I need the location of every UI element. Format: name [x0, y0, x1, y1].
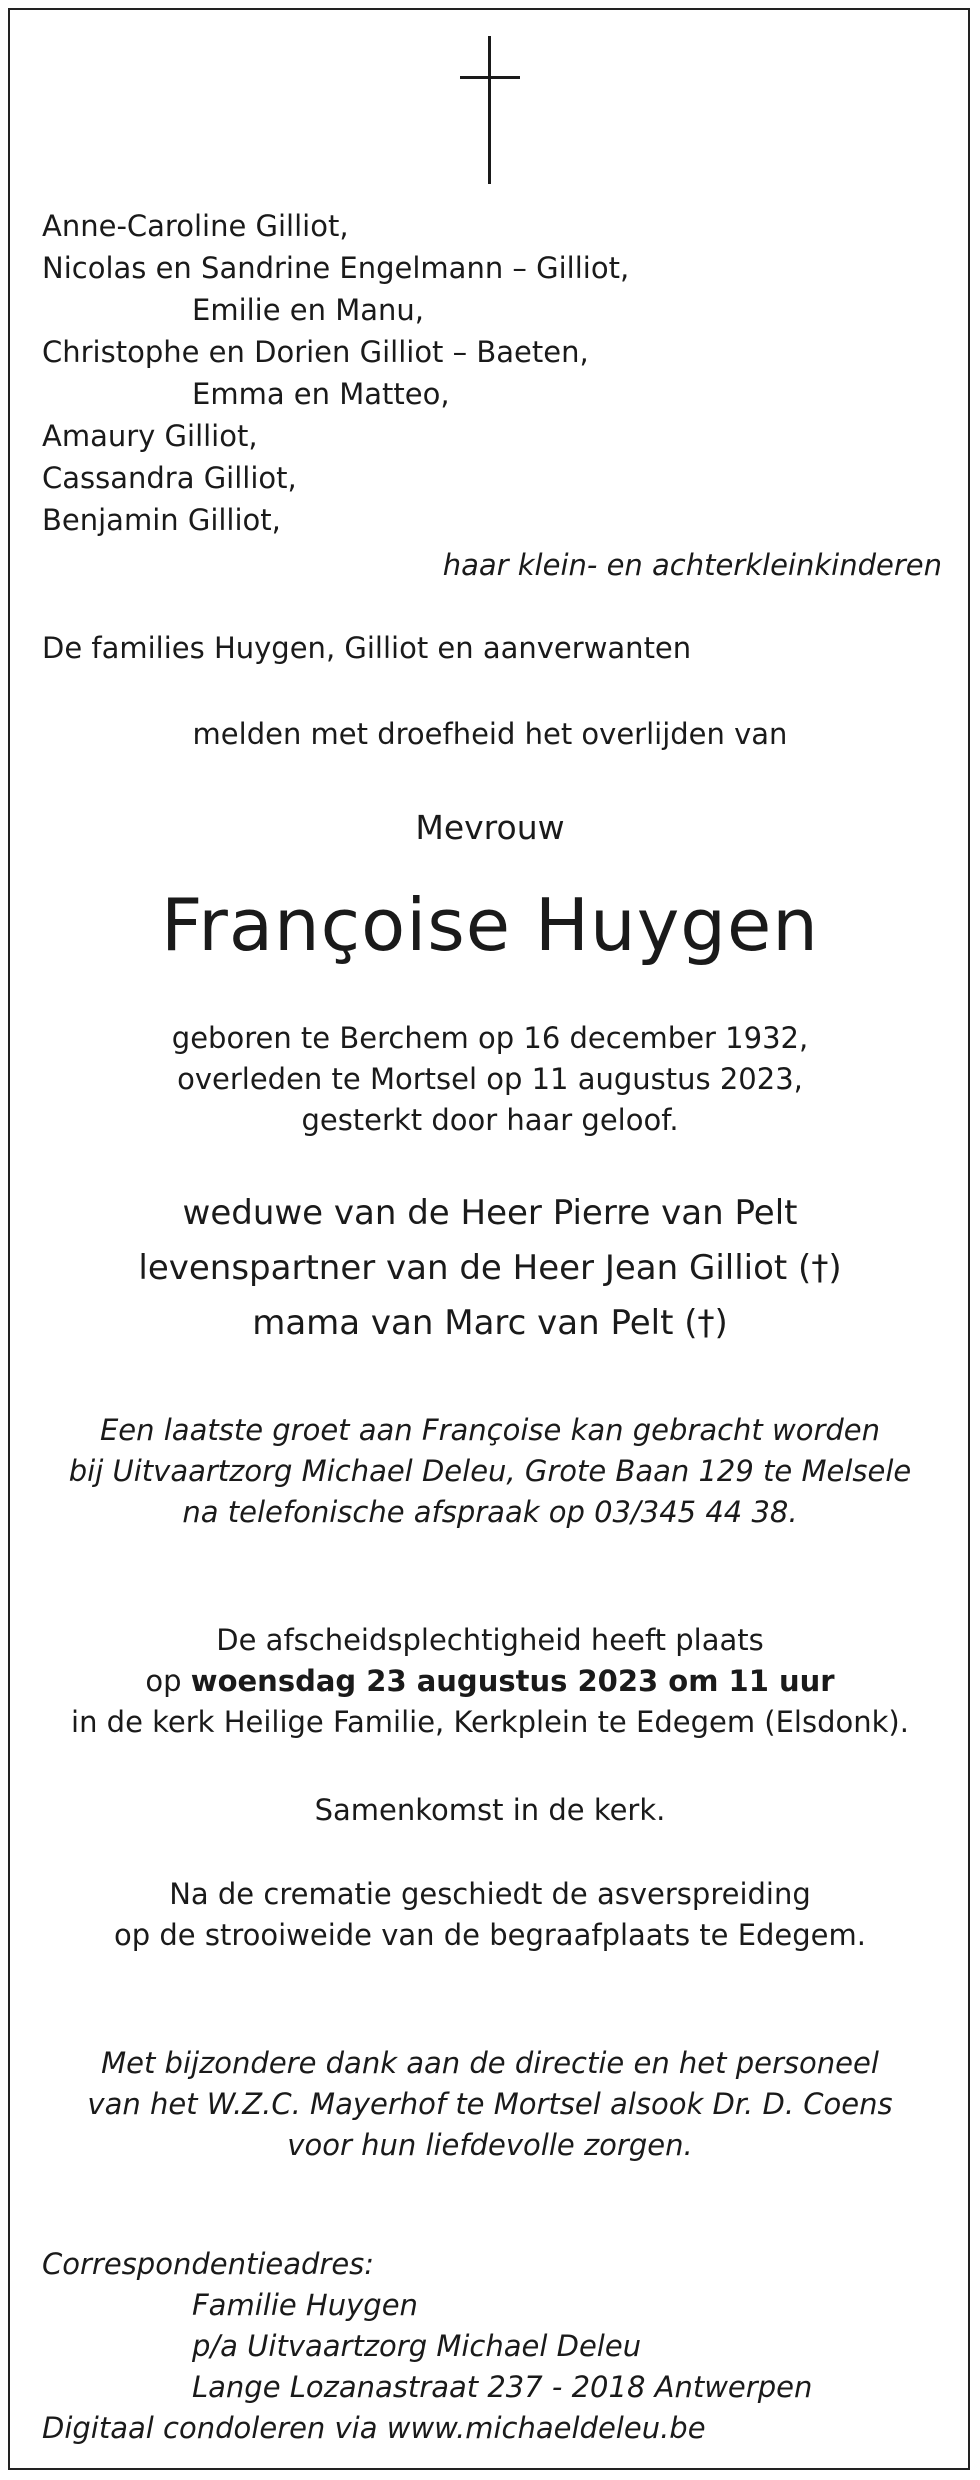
- family-line: Christophe en Dorien Gilliot – Baeten,: [42, 335, 589, 369]
- thanks-line: Met bijzondere dank aan de directie en het personeel: [101, 2046, 879, 2080]
- cremation-line: Na de crematie geschiedt de asverspreiding: [169, 1877, 811, 1911]
- salutation: Mevrouw: [415, 808, 565, 847]
- faith-line: gesterkt door haar geloof.: [301, 1103, 679, 1137]
- ceremony-date-line: [0, 1661, 980, 1701]
- correspondence-line: Lange Lozanastraat 237 - 2018 Antwerpen: [192, 2370, 813, 2404]
- cremation-line: op de strooiweide van de begraafplaats te Edegem.: [114, 1918, 866, 1952]
- birth-line: geboren te Berchem op 16 december 1932,: [171, 1021, 809, 1055]
- thanks-line: van het W.Z.C. Mayerhof te Mortsel alsook Dr. D. Coens: [87, 2087, 893, 2121]
- ceremony-prefix: op: [145, 1664, 191, 1698]
- last-greeting-line: Een laatste groet aan Françoise kan gebracht worden: [99, 1413, 881, 1447]
- thanks-line: voor hun liefdevolle zorgen.: [287, 2128, 693, 2162]
- gathering-line: Samenkomst in de kerk.: [314, 1793, 666, 1827]
- ceremony-location: in de kerk Heilige Familie, Kerkplein te Edegem (Elsdonk).: [71, 1705, 909, 1739]
- death-line: overleden te Mortsel op 11 augustus 2023,: [177, 1062, 803, 1096]
- last-greeting-line: na telefonische afspraak op 03/345 44 38.: [182, 1495, 798, 1529]
- announcement: melden met droefheid het overlijden van: [192, 717, 788, 751]
- correspondence-line: Familie Huygen: [192, 2288, 418, 2322]
- relation-line: levenspartner van de Heer Jean Gilliot (†): [138, 1248, 842, 1288]
- families-line: De families Huygen, Gilliot en aanverwanten: [42, 631, 692, 665]
- family-line: Nicolas en Sandrine Engelmann – Gilliot,: [42, 251, 630, 285]
- correspondence-label: Correspondentieadres:: [42, 2247, 375, 2281]
- family-line: Emilie en Manu,: [192, 293, 425, 327]
- family-line: Benjamin Gilliot,: [42, 503, 281, 537]
- grandchildren-note: haar klein- en achterkleinkinderen: [442, 548, 942, 582]
- deceased-name: Françoise Huygen: [161, 883, 819, 967]
- last-greeting-line: bij Uitvaartzorg Michael Deleu, Grote Baan 129 te Melsele: [68, 1454, 912, 1488]
- correspondence-line: p/a Uitvaartzorg Michael Deleu: [192, 2329, 642, 2363]
- relation-line: mama van Marc van Pelt (†): [252, 1303, 728, 1343]
- family-line: Emma en Matteo,: [192, 377, 450, 411]
- relation-line: weduwe van de Heer Pierre van Pelt: [182, 1193, 798, 1233]
- ceremony-date: woensdag 23 augustus 2023 om 11 uur: [190, 1664, 835, 1698]
- cross-icon: [460, 36, 520, 186]
- family-line: Anne-Caroline Gilliot,: [42, 209, 349, 243]
- family-line: Cassandra Gilliot,: [42, 461, 297, 495]
- condolences-link[interactable]: Digitaal condoleren via www.michaeldeleu.be: [42, 2411, 706, 2445]
- ceremony-line: De afscheidsplechtigheid heeft plaats: [216, 1623, 764, 1657]
- family-line: Amaury Gilliot,: [42, 419, 258, 453]
